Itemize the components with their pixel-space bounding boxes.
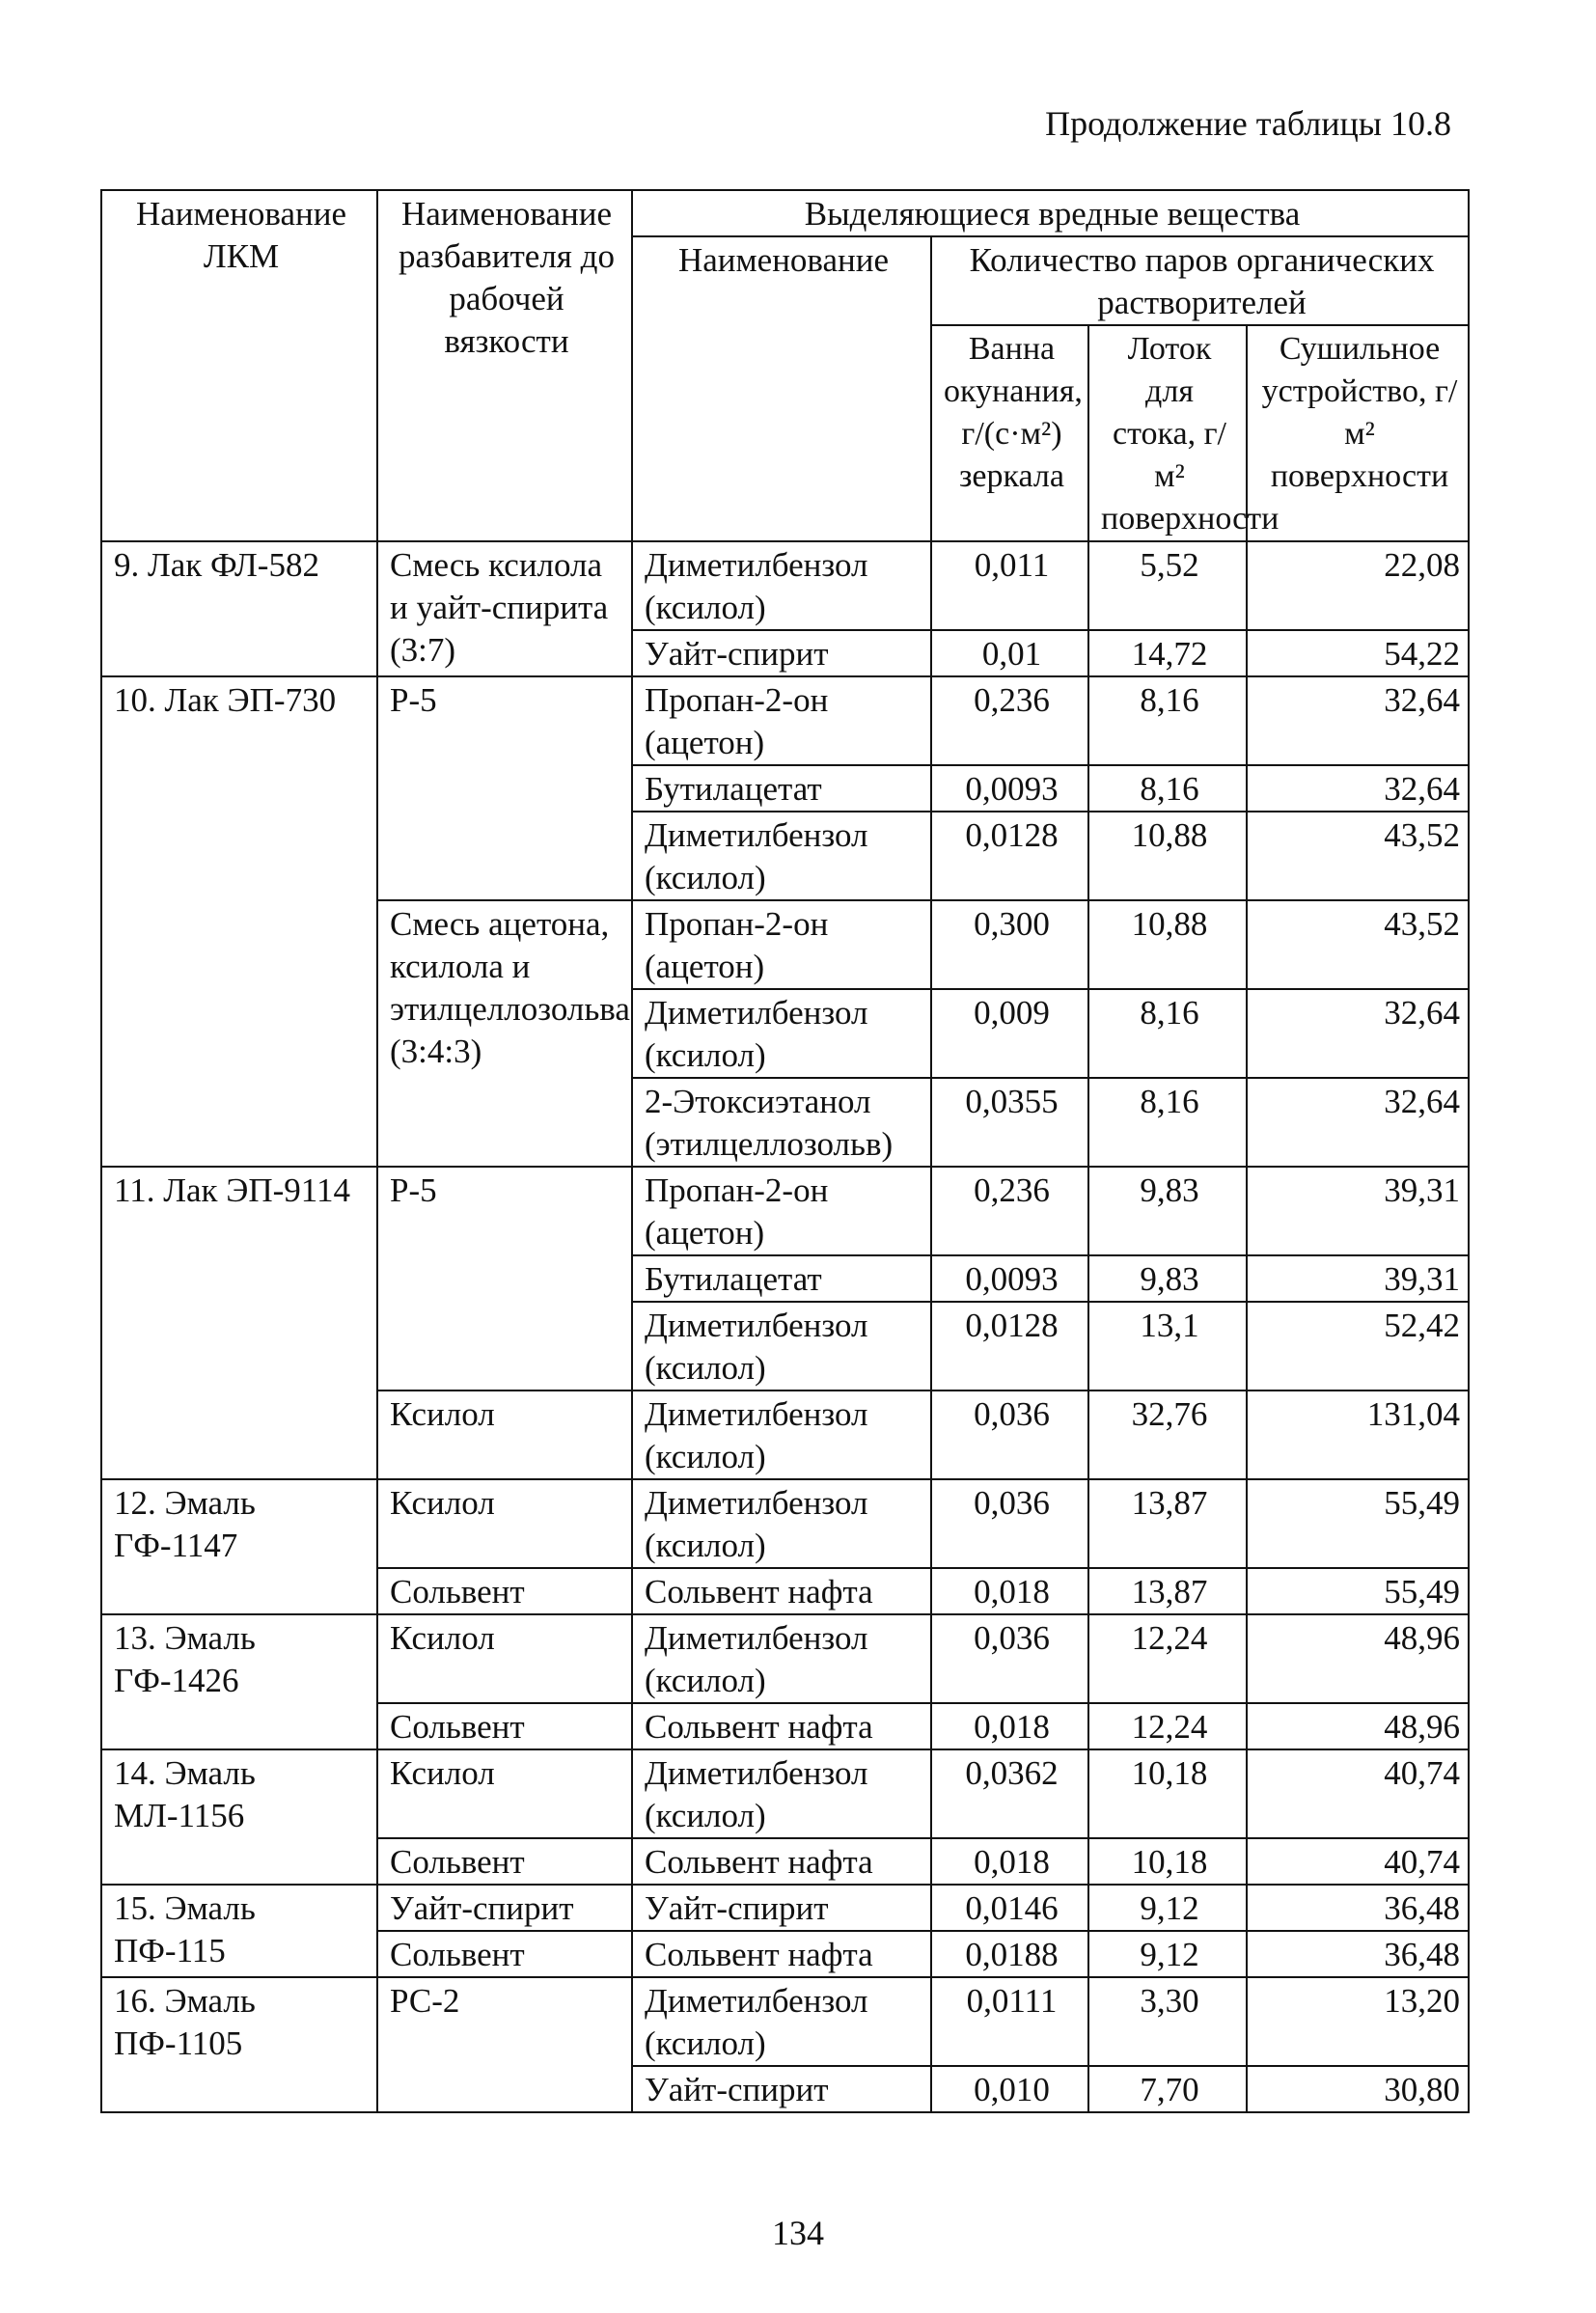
- tray-cell: 12,24: [1088, 1614, 1247, 1703]
- bath-cell: 0,0093: [931, 1255, 1088, 1302]
- dryer-cell: 36,48: [1247, 1885, 1469, 1931]
- lkm-cell: 9. Лак ФЛ-582: [101, 541, 377, 676]
- table-row: [101, 1977, 1469, 2066]
- tray-cell: 10,18: [1088, 1838, 1247, 1885]
- solvent-cell: Ксилол: [377, 1749, 632, 1838]
- solvent-cell: Сольвент: [377, 1931, 632, 1977]
- table-row: [101, 1167, 1469, 1255]
- solvent-cell: Р-5: [377, 676, 632, 900]
- solvent-cell: Ксилол: [377, 1479, 632, 1568]
- substance-cell: Диметилбензол (ксилол): [632, 1479, 931, 1568]
- substance-cell: Уайт-спирит: [632, 1885, 931, 1931]
- tray-cell: 5,52: [1088, 541, 1247, 630]
- substance-cell: Бутилацетат: [632, 1255, 931, 1302]
- lkm-cell: 13. Эмаль ГФ-1426: [101, 1614, 377, 1749]
- table-row: [101, 1885, 1469, 1931]
- solvent-cell: Сольвент: [377, 1703, 632, 1749]
- tray-cell: 10,88: [1088, 900, 1247, 989]
- solvent-cell: Смесь ацетона, ксилола и этилцеллозольва (3:4:3): [377, 900, 632, 1167]
- solvent-cell: Сольвент: [377, 1838, 632, 1885]
- bath-cell: 0,0362: [931, 1749, 1088, 1838]
- dryer-cell: 55,49: [1247, 1479, 1469, 1568]
- dryer-cell: 52,42: [1247, 1302, 1469, 1391]
- header-emitted: Выделяющиеся вредные вещества: [632, 190, 1469, 236]
- header-substance: Наименование: [632, 236, 931, 541]
- lkm-cell: 12. Эмаль ГФ-1147: [101, 1479, 377, 1614]
- bath-cell: 0,018: [931, 1568, 1088, 1614]
- dryer-cell: 32,64: [1247, 989, 1469, 1078]
- solvent-cell: Уайт-спирит: [377, 1885, 632, 1931]
- header-solvent: Наименование разбавителя до рабочей вязкости: [377, 190, 632, 541]
- substance-cell: Пропан-2-он (ацетон): [632, 676, 931, 765]
- bath-cell: 0,0128: [931, 1302, 1088, 1391]
- table-row: [101, 1479, 1469, 1568]
- tray-cell: 10,88: [1088, 812, 1247, 900]
- substance-cell: Сольвент нафта: [632, 1703, 931, 1749]
- solvent-cell: Ксилол: [377, 1391, 632, 1479]
- solvent-cell: Р-5: [377, 1167, 632, 1391]
- substance-cell: Диметилбензол (ксилол): [632, 1302, 931, 1391]
- substance-cell: Диметилбензол (ксилол): [632, 989, 931, 1078]
- bath-cell: 0,300: [931, 900, 1088, 989]
- dryer-cell: 40,74: [1247, 1749, 1469, 1838]
- lkm-cell: 11. Лак ЭП-9114: [101, 1167, 377, 1479]
- dryer-cell: 43,52: [1247, 900, 1469, 989]
- tray-cell: 13,87: [1088, 1479, 1247, 1568]
- dryer-cell: 43,52: [1247, 812, 1469, 900]
- bath-cell: 0,236: [931, 1167, 1088, 1255]
- substance-cell: Сольвент нафта: [632, 1931, 931, 1977]
- bath-cell: 0,009: [931, 989, 1088, 1078]
- page-number: 134: [772, 2214, 824, 2252]
- tray-cell: 9,83: [1088, 1255, 1247, 1302]
- tray-cell: 13,1: [1088, 1302, 1247, 1391]
- header-dryer: Сушильное устройство, г/м² поверхности: [1247, 325, 1469, 541]
- lkm-cell: 15. Эмаль ПФ-115: [101, 1885, 377, 1977]
- substance-cell: Диметилбензол (ксилол): [632, 541, 931, 630]
- tray-cell: 8,16: [1088, 765, 1247, 812]
- lkm-cell: 14. Эмаль МЛ-1156: [101, 1749, 377, 1885]
- bath-cell: 0,0355: [931, 1078, 1088, 1167]
- tray-cell: 8,16: [1088, 1078, 1247, 1167]
- dryer-cell: 55,49: [1247, 1568, 1469, 1614]
- bath-cell: 0,236: [931, 676, 1088, 765]
- bath-cell: 0,036: [931, 1479, 1088, 1568]
- dryer-cell: 131,04: [1247, 1391, 1469, 1479]
- dryer-cell: 36,48: [1247, 1931, 1469, 1977]
- tray-cell: 13,87: [1088, 1568, 1247, 1614]
- substance-cell: Сольвент нафта: [632, 1568, 931, 1614]
- bath-cell: 0,018: [931, 1703, 1088, 1749]
- bath-cell: 0,010: [931, 2066, 1088, 2112]
- bath-cell: 0,011: [931, 541, 1088, 630]
- header-bath: Ванна окунания, г/(с·м²) зеркала: [931, 325, 1088, 541]
- tray-cell: 9,12: [1088, 1885, 1247, 1931]
- tray-cell: 14,72: [1088, 630, 1247, 676]
- bath-cell: 0,01: [931, 630, 1088, 676]
- dryer-cell: 30,80: [1247, 2066, 1469, 2112]
- bath-cell: 0,018: [931, 1838, 1088, 1885]
- bath-cell: 0,0188: [931, 1931, 1088, 1977]
- dryer-cell: 32,64: [1247, 676, 1469, 765]
- solvent-cell: Смесь ксилола и уайт-спирита (3:7): [377, 541, 632, 676]
- dryer-cell: 13,20: [1247, 1977, 1469, 2066]
- bath-cell: 0,036: [931, 1391, 1088, 1479]
- table-row: [101, 1749, 1469, 1838]
- lkm-cell: 16. Эмаль ПФ-1105: [101, 1977, 377, 2112]
- table-row: [101, 541, 1469, 630]
- solvent-emissions-table: [100, 189, 1470, 2113]
- bath-cell: 0,0128: [931, 812, 1088, 900]
- tray-cell: 8,16: [1088, 989, 1247, 1078]
- bath-cell: 0,0146: [931, 1885, 1088, 1931]
- substance-cell: 2-Этоксиэтанол (этилцеллозольв): [632, 1078, 931, 1167]
- dryer-cell: 32,64: [1247, 1078, 1469, 1167]
- bath-cell: 0,036: [931, 1614, 1088, 1703]
- tray-cell: 7,70: [1088, 2066, 1247, 2112]
- solvent-cell: Ксилол: [377, 1614, 632, 1703]
- substance-cell: Диметилбензол (ксилол): [632, 1614, 931, 1703]
- substance-cell: Диметилбензол (ксилол): [632, 1391, 931, 1479]
- solvent-cell: Сольвент: [377, 1568, 632, 1614]
- dryer-cell: 39,31: [1247, 1255, 1469, 1302]
- dryer-cell: 48,96: [1247, 1703, 1469, 1749]
- substance-cell: Диметилбензол (ксилол): [632, 1749, 931, 1838]
- substance-cell: Диметилбензол (ксилол): [632, 812, 931, 900]
- substance-cell: Пропан-2-он (ацетон): [632, 1167, 931, 1255]
- header-lkm: Наименование ЛКМ: [101, 190, 377, 541]
- dryer-cell: 40,74: [1247, 1838, 1469, 1885]
- substance-cell: Уайт-спирит: [632, 2066, 931, 2112]
- dryer-cell: 54,22: [1247, 630, 1469, 676]
- substance-cell: Диметилбензол (ксилол): [632, 1977, 931, 2066]
- dryer-cell: 48,96: [1247, 1614, 1469, 1703]
- tray-cell: 9,12: [1088, 1931, 1247, 1977]
- substance-cell: Уайт-спирит: [632, 630, 931, 676]
- dryer-cell: 39,31: [1247, 1167, 1469, 1255]
- substance-cell: Пропан-2-он (ацетон): [632, 900, 931, 989]
- tray-cell: 10,18: [1088, 1749, 1247, 1838]
- table-row: [101, 676, 1469, 765]
- tray-cell: 32,76: [1088, 1391, 1247, 1479]
- dryer-cell: 32,64: [1247, 765, 1469, 812]
- bath-cell: 0,0111: [931, 1977, 1088, 2066]
- lkm-cell: 10. Лак ЭП-730: [101, 676, 377, 1167]
- bath-cell: 0,0093: [931, 765, 1088, 812]
- substance-cell: Бутилацетат: [632, 765, 931, 812]
- tray-cell: 12,24: [1088, 1703, 1247, 1749]
- dryer-cell: 22,08: [1247, 541, 1469, 630]
- solvent-cell: РС-2: [377, 1977, 632, 2112]
- header-tray: Лоток для стока, г/м² поверхности: [1088, 325, 1247, 541]
- table-caption: Продолжение таблицы 10.8: [1045, 104, 1451, 143]
- substance-cell: Сольвент нафта: [632, 1838, 931, 1885]
- tray-cell: 3,30: [1088, 1977, 1247, 2066]
- tray-cell: 8,16: [1088, 676, 1247, 765]
- tray-cell: 9,83: [1088, 1167, 1247, 1255]
- header-vapor-amount: Количество паров органических растворителей: [931, 236, 1469, 325]
- table-row: [101, 1614, 1469, 1703]
